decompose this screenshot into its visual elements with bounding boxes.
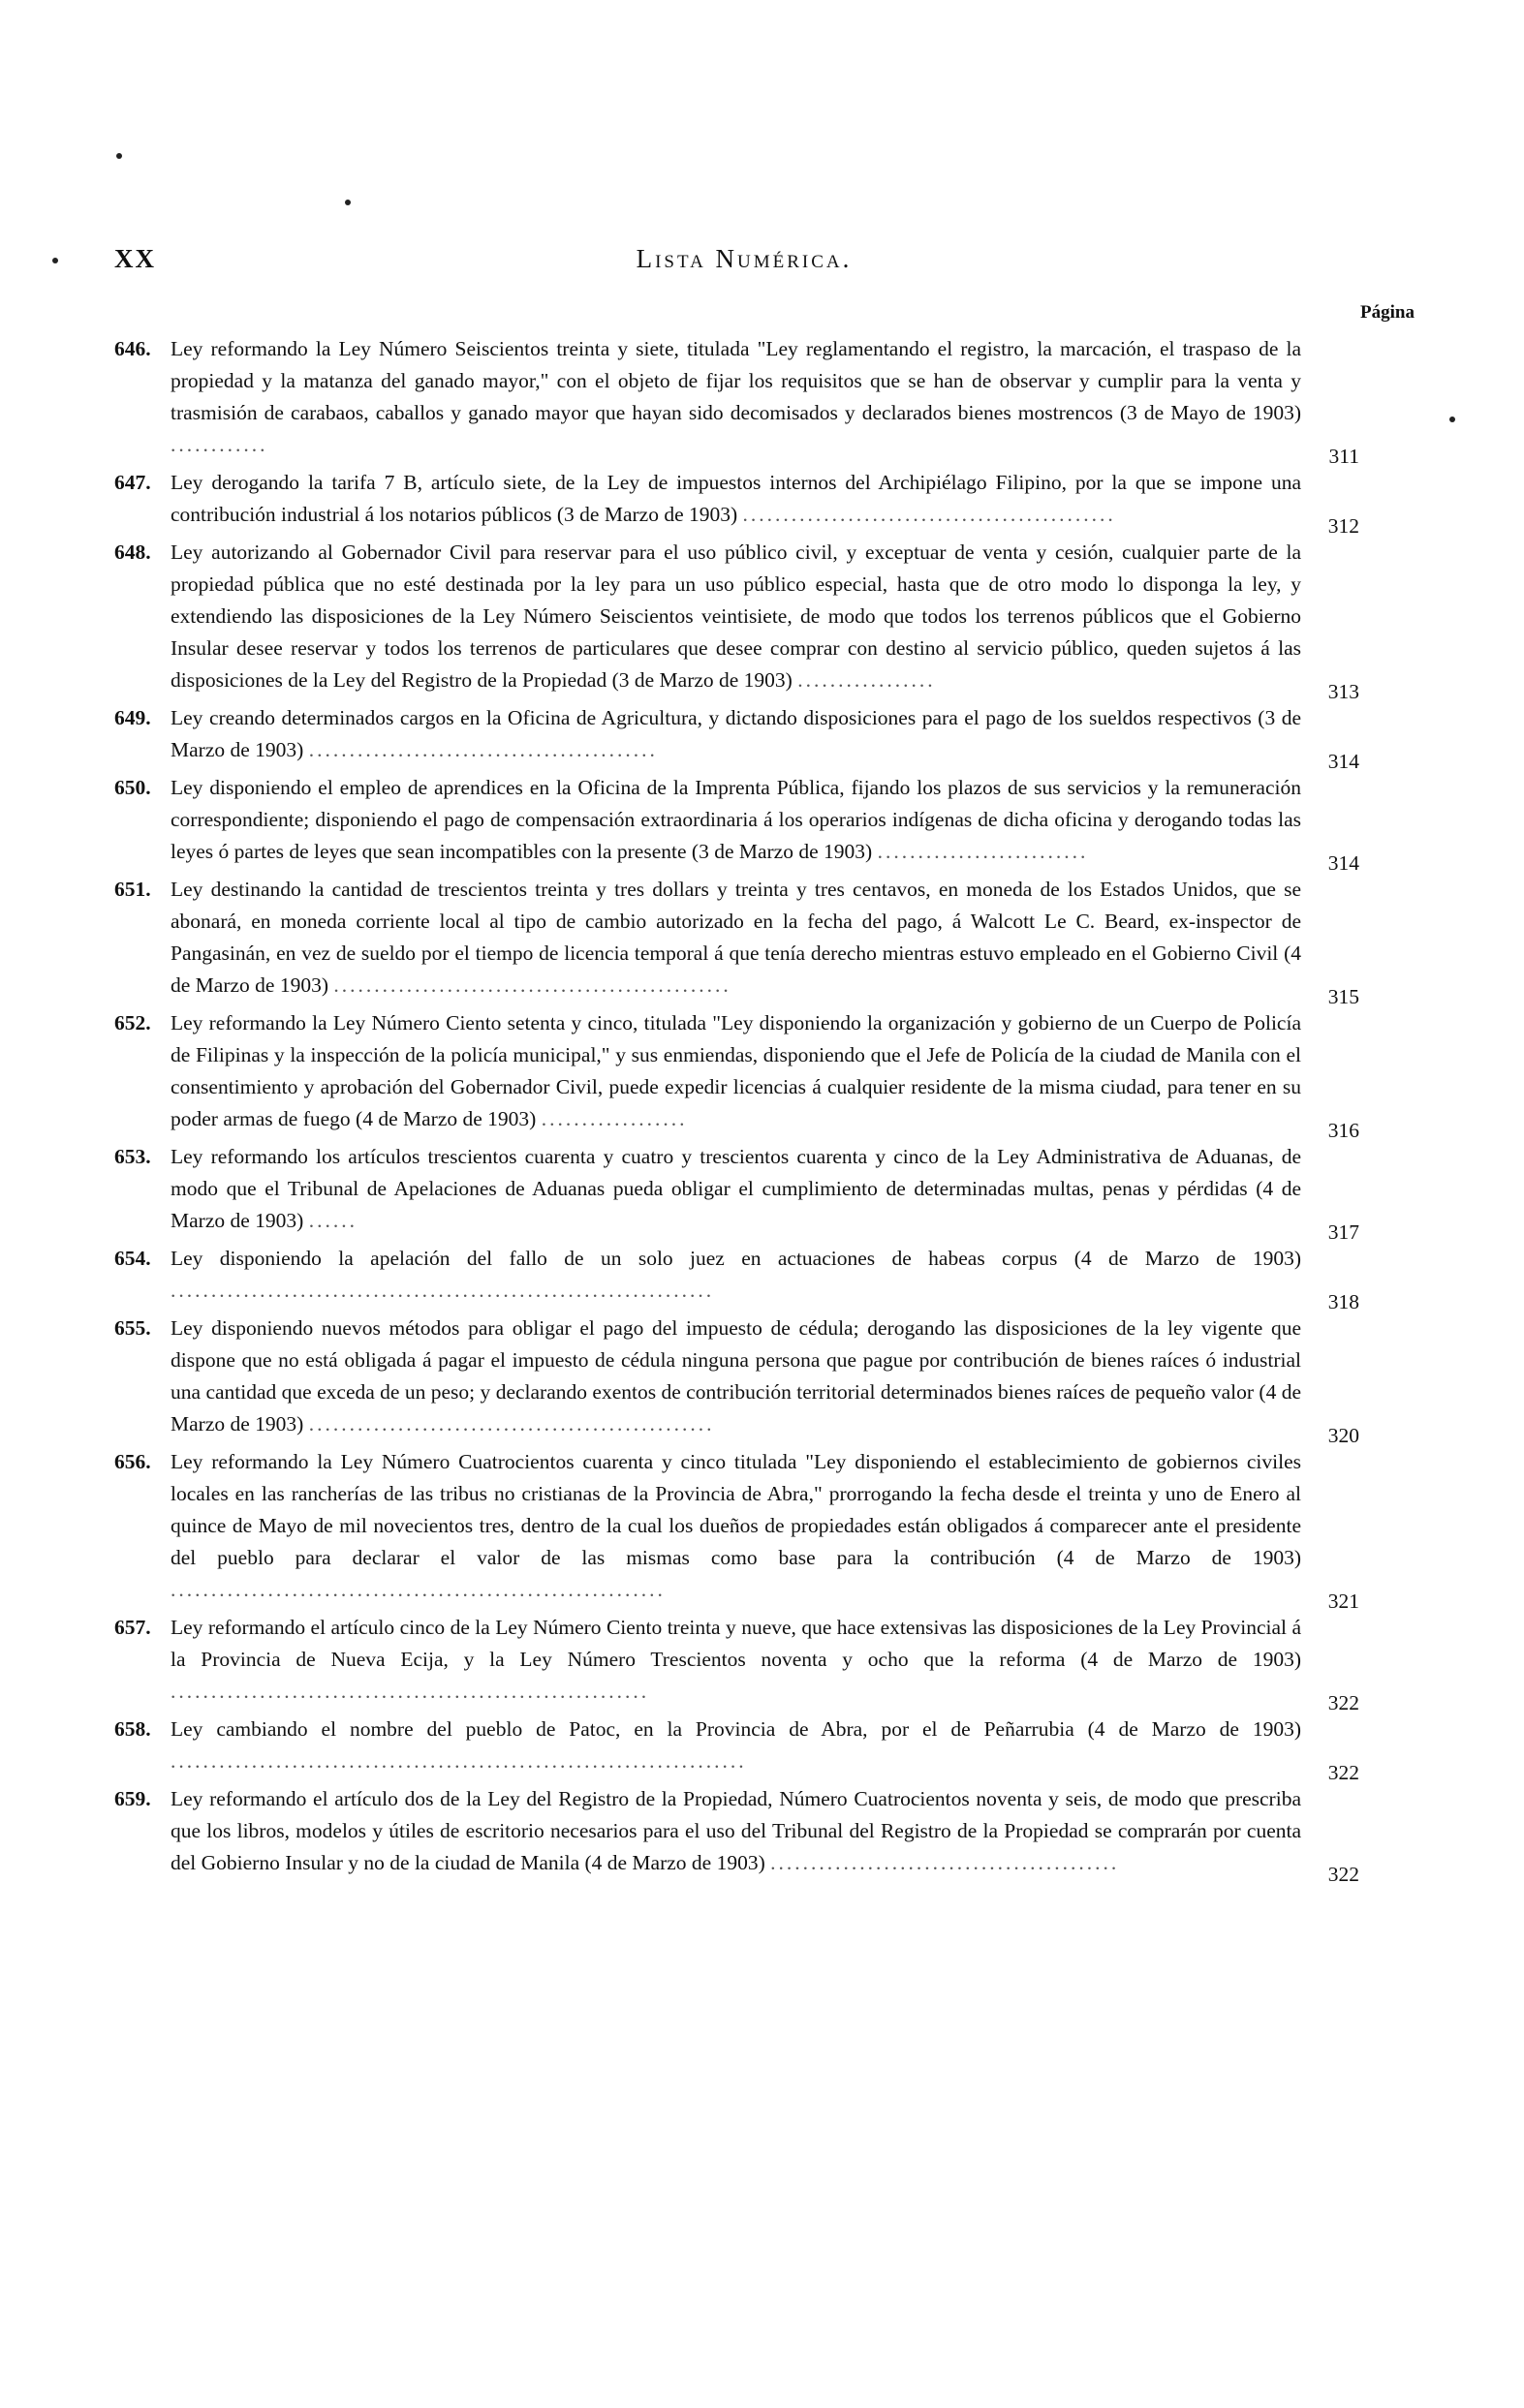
- entry-text: [171, 537, 1301, 696]
- entry-date: (4 de Marzo de 1903): [356, 1107, 537, 1130]
- entry-number: 647.: [114, 471, 151, 494]
- entry-title: Ley reformando la Ley Número Seiscientos treinta y siete, titulada "Ley reglamentando el registro, la marcación, el traspaso de la propiedad y la matanza del ganado mayor," con el objeto de fijar los requisitos que se han de observar y cumplir para la venta y trasmisión de carabaos, caballos y ganado mayor que hayan sido decomisados y declarados bienes mostrencos: [171, 337, 1301, 424]
- entry-number: 657.: [114, 1616, 151, 1639]
- entry-number: 659.: [114, 1787, 151, 1810]
- list-entry: [114, 1783, 1359, 1886]
- entry-title: Ley creando determinados cargos en la Oficina de Agricultura, y dictando disposiciones para el pago de los sueldos respectivos: [171, 706, 1252, 729]
- entry-title: Ley reformando la Ley Número Ciento setenta y cinco, titulada "Ley disponiendo la organización y gobierno de un Cuerpo de Policía de Filipinas y la inspección de la policía municipal," y sus enmiendas, disponiendo que el Jefe de Policía de la ciudad de Manila con el consentimiento y aprobación del Gobernador Civil, puede expedir licencias á cualquier residente de la misma ciudad, para tener en su poder armas de fuego: [171, 1011, 1301, 1130]
- entry-number: 655.: [114, 1316, 151, 1340]
- entry-text: [171, 1612, 1301, 1708]
- entry-title: Ley disponiendo la apelación del fallo de un solo juez en actuaciones de habeas corpus: [171, 1247, 1058, 1270]
- entry-text: [171, 874, 1301, 1002]
- entry-page-number: 318: [1327, 1290, 1359, 1313]
- numbered-list: [114, 333, 1359, 1885]
- entry-page-number: 315: [1327, 985, 1359, 1008]
- entry-text: [171, 467, 1301, 531]
- dot-leader: ..............................................: [742, 503, 1116, 526]
- entry-number: 651.: [114, 878, 151, 901]
- entry-page-number: 312: [1327, 514, 1359, 538]
- entry-number: 652.: [114, 1011, 151, 1034]
- list-entry: [114, 1612, 1359, 1714]
- entry-date: (4 de Marzo de 1903): [171, 1380, 1302, 1436]
- dot-leader: .......................................................................: [171, 1749, 747, 1773]
- dot-leader: ..................: [541, 1107, 688, 1130]
- ink-speck: [1449, 417, 1455, 422]
- entry-number: 650.: [114, 776, 151, 799]
- entry-text: [171, 1243, 1301, 1307]
- folio-number: XX: [114, 244, 156, 273]
- entry-number: 653.: [114, 1145, 151, 1168]
- entry-page-number: 322: [1327, 1863, 1359, 1886]
- entry-text: [171, 772, 1301, 868]
- entry-date: (4 de Marzo de 1903): [1056, 1546, 1301, 1569]
- entry-number: 648.: [114, 540, 151, 564]
- ink-speck: [116, 153, 122, 159]
- entry-text: [171, 702, 1301, 766]
- list-entry: [114, 1141, 1359, 1244]
- entry-page-number: 313: [1327, 680, 1359, 703]
- entry-title: Ley reformando los artículos trescientos cuarenta y cuatro y trescientos cuarenta y cinco de la Ley Administrativa de Aduanas, de modo que el Tribunal de Apelaciones de Aduanas pueda obligar el cumplimiento de determinadas multas, penas y pérdidas: [171, 1145, 1301, 1200]
- entry-text: [171, 1312, 1301, 1440]
- entry-title: Ley autorizando al Gobernador Civil para reservar para el uso público civil, y exceptuar de venta y cesión, cualquier parte de la propiedad pública que no esté destinada por la ley para un uso público especial, hasta que de otro modo lo disponga la ley, y extendiendo las disposiciones de la Ley Número Seiscientos veintisiete, de modo que todos los terrenos públicos que el Gobierno Insular desee reservar y todos los terrenos de particulares que desee comprar con destino al servicio público, queden sujetos á las disposiciones de la Ley del Registro de la Propiedad: [171, 540, 1301, 692]
- page-header: [114, 244, 1374, 283]
- entry-date: (3 de Marzo de 1903): [611, 668, 793, 692]
- dot-leader: ..................................................: [308, 1412, 715, 1436]
- entry-number: 656.: [114, 1450, 151, 1473]
- entry-number: 654.: [114, 1247, 151, 1270]
- entry-page-number: 320: [1327, 1424, 1359, 1447]
- list-entry: [114, 537, 1359, 703]
- dot-leader: .................: [797, 668, 936, 692]
- entry-title: Ley reformando el artículo dos de la Ley del Registro de la Propiedad, Número Cuatrocientos noventa y seis, de modo que prescriba que los libros, modelos y útiles de escritorio necesarios para el uso del Tribunal del Registro de la Propiedad se comprarán por cuenta del Gobierno Insular y no de la ciudad de Manila: [171, 1787, 1301, 1874]
- entry-date: (4 de Marzo de 1903): [1080, 1648, 1301, 1671]
- dot-leader: ...........................................: [770, 1851, 1120, 1874]
- dot-leader: ..........................: [877, 840, 1089, 863]
- entry-text: [171, 1713, 1301, 1777]
- dot-leader: ...........................................: [308, 738, 658, 761]
- entry-date: (3 de Marzo de 1903): [171, 706, 1302, 761]
- entry-page-number: 322: [1327, 1761, 1359, 1784]
- list-entry: [114, 1312, 1359, 1447]
- dot-leader: .................................................: [333, 973, 731, 997]
- entry-date: (4 de Marzo de 1903): [171, 1177, 1302, 1232]
- list-entry: [114, 1243, 1359, 1313]
- entry-text: [171, 1007, 1301, 1135]
- list-entry: [114, 772, 1359, 875]
- entry-page-number: 321: [1327, 1590, 1359, 1613]
- entry-date: (3 de Mayo de 1903): [1119, 401, 1301, 424]
- dot-leader: ...........................................................: [171, 1680, 650, 1703]
- entry-title: Ley reformando el artículo cinco de la Ley Número Ciento treinta y nueve, que hace extensivas las disposiciones de la Ley Provincial á la Provincia de Nueva Ecija, y la Ley Número Trescientos noventa y ocho que la reforma: [171, 1616, 1301, 1671]
- entry-text: [171, 1783, 1301, 1879]
- entry-title: Ley disponiendo nuevos métodos para obligar el pago del impuesto de cédula; derogando las disposiciones de la ley vigente que dispone que no está obligada á pagar el impuesto de cédula ninguna persona que pague por contribución de bienes raíces ó industrial una cantidad que exceda de un peso; y declarando exentos de contribución territorial determinados bienes raíces de pequeño valor: [171, 1316, 1301, 1404]
- entry-title: Ley destinando la cantidad de trescientos treinta y tres dollars y treinta y tres centavos, en moneda de los Estados Unidos, que se abonará, en moneda corriente local al tipo de cambio autorizado en la fecha del pago, á Walcott Le C. Beard, ex-inspector de Pangasinán, en vez de sueldo por el tiempo de licencia temporal á que tenía derecho mientras estuvo empleado en el Gobierno Civil: [171, 878, 1301, 965]
- entry-date: (3 de Marzo de 1903): [691, 840, 873, 863]
- list-entry: [114, 1446, 1359, 1613]
- entry-page-number: 322: [1327, 1691, 1359, 1714]
- page-column-heading: Página: [1360, 302, 1415, 323]
- entry-page-number: 314: [1327, 750, 1359, 773]
- entry-page-number: 314: [1327, 851, 1359, 875]
- list-entry: [114, 1007, 1359, 1142]
- entry-title: Ley derogando la tarifa 7 B, artículo siete, de la Ley de impuestos internos del Archipiélago Filipino, por la que se impone una contribución industrial á los notarios públicos: [171, 471, 1301, 526]
- entry-text: [171, 333, 1301, 461]
- entry-page-number: 316: [1327, 1119, 1359, 1142]
- running-title: Lista Numérica.: [636, 244, 853, 273]
- entry-title: Ley disponiendo el empleo de aprendices en la Oficina de la Imprenta Pública, fijando los plazos de sus servicios y la remuneración correspondiente; disponiendo el pago de compensación extraordinaria á los operarios indígenas de dicha oficina y derogando todas las leyes ó partes de leyes que sean incompatibles con la presente: [171, 776, 1301, 863]
- ink-speck: [52, 258, 58, 263]
- list-entry: [114, 702, 1359, 773]
- entry-number: 649.: [114, 706, 151, 729]
- entry-text: [171, 1446, 1301, 1606]
- entry-number: 646.: [114, 337, 151, 360]
- entry-page-number: 317: [1327, 1220, 1359, 1244]
- entry-number: 658.: [114, 1717, 151, 1741]
- list-entry: [114, 467, 1359, 538]
- entry-date: (4 de Marzo de 1903): [584, 1851, 765, 1874]
- dot-leader: .............................................................: [171, 1578, 666, 1601]
- list-entry: [114, 1713, 1359, 1784]
- entry-text: [171, 1141, 1301, 1237]
- entry-date: (4 de Marzo de 1903): [171, 942, 1302, 997]
- entry-date: (4 de Marzo de 1903): [1087, 1717, 1301, 1741]
- list-entry: [114, 874, 1359, 1008]
- list-entry: [114, 333, 1359, 468]
- entry-page-number: 311: [1328, 445, 1359, 468]
- dot-leader: ............: [171, 433, 268, 456]
- entry-date: (3 de Marzo de 1903): [556, 503, 738, 526]
- entry-title: Ley reformando la Ley Número Cuatrocientos cuarenta y cinco titulada "Ley disponiendo el establecimiento de gobiernos civiles locales en las rancherías de las tribus no cristianas de la Provincia de Abra," prorrogando la fecha desde el treinta y uno de Enero al quince de Mayo de mil novecientos tres, dentro de la cual los dueños de propiedades están obligados á comparecer ante el presidente del pueblo para declarar el valor de las mismas como base para la contribución: [171, 1450, 1301, 1569]
- entry-date: (4 de Marzo de 1903): [1073, 1247, 1301, 1270]
- entry-title: Ley cambiando el nombre del pueblo de Patoc, en la Provincia de Abra, por el de Peñarrubia: [171, 1717, 1074, 1741]
- dot-leader: ......: [308, 1209, 358, 1232]
- dot-leader: ...................................................................: [171, 1279, 715, 1302]
- ink-speck: [345, 200, 351, 205]
